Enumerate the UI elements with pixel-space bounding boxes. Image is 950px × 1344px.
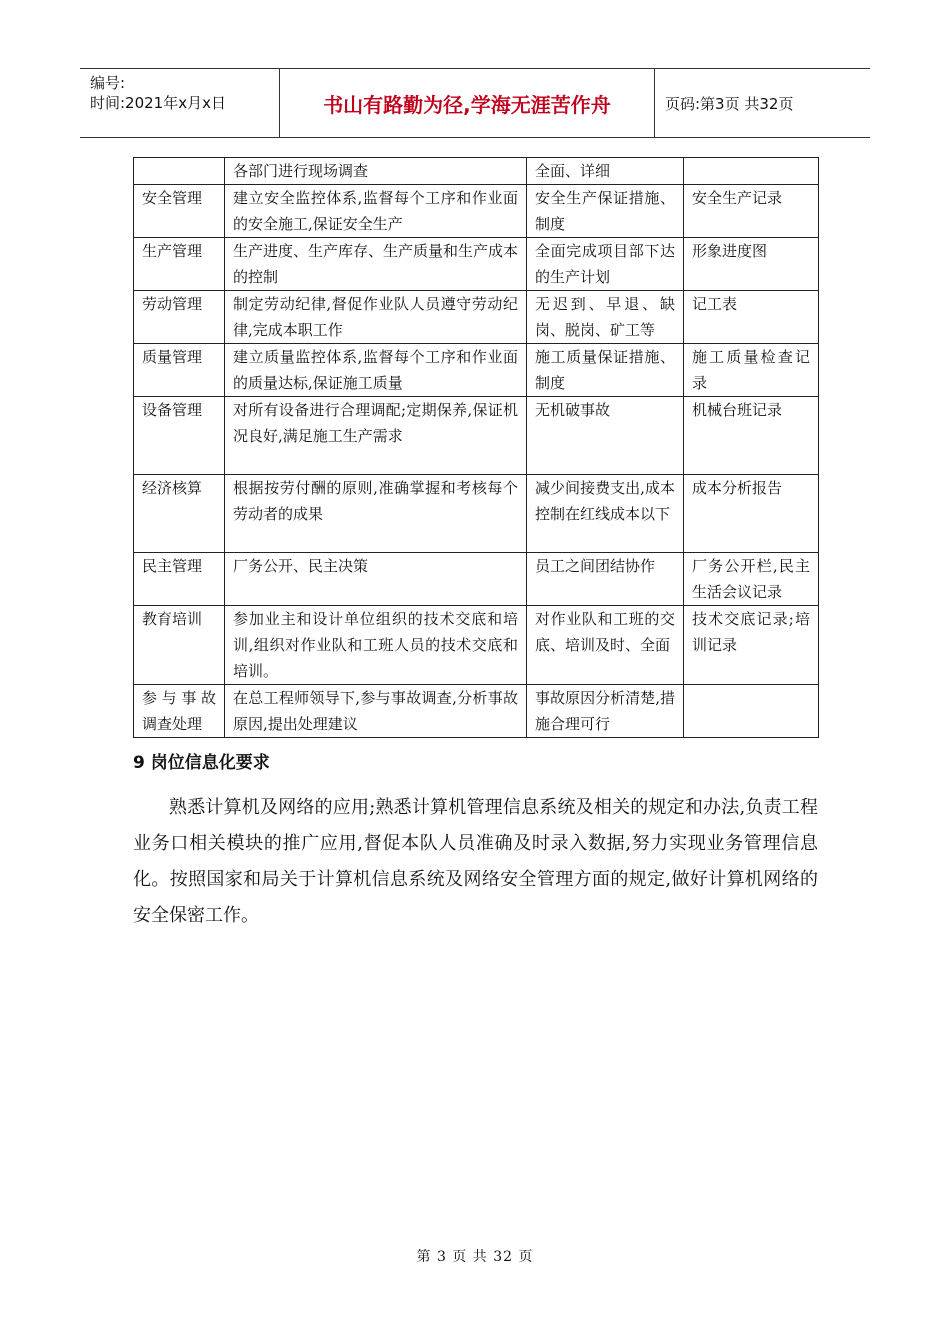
row-responsibility-cell: 在总工程师领导下,参与事故调查,分析事故原因,提出处理建议: [225, 685, 527, 738]
row-responsibility-cell: 制定劳动纪律,督促作业队人员遵守劳动纪律,完成本职工作: [225, 291, 527, 344]
row-category-cell: 质量管理: [134, 344, 225, 397]
row-responsibility-cell: 参加业主和设计单位组织的技术交底和培训,组织对作业队和工班人员的技术交底和培训。: [225, 606, 527, 685]
row-record-cell: 安全生产记录: [684, 185, 819, 238]
row-category-cell: 设备管理: [134, 397, 225, 475]
row-standard-cell: 无机破事故: [527, 397, 684, 475]
header-meta: [80, 69, 280, 137]
page-footer: 第 3 页 共 32 页: [416, 1249, 534, 1265]
row-record-cell: [684, 158, 819, 185]
row-responsibility-cell: 建立安全监控体系,监督每个工序和作业面的安全施工,保证安全生产: [225, 185, 527, 238]
row-record-cell: 成本分析报告: [684, 475, 819, 553]
row-standard-cell: 事故原因分析清楚,措施合理可行: [527, 685, 684, 738]
table-row: [134, 685, 819, 738]
section-paragraph: 熟悉计算机及网络的应用;熟悉计算机管理信息系统及相关的规定和办法,负责工程业务口相关模块的推广应用,督促本队人员准确及时录入数据,努力实现业务管理信息化。按照国家和局关于计算机信息系统及网络安全管理方面的规定,做好计算机网络的安全保密工作。: [133, 797, 818, 926]
table-row: [134, 606, 819, 685]
table-row: [134, 238, 819, 291]
row-category-cell: 劳动管理: [134, 291, 225, 344]
table-row: [134, 397, 819, 475]
row-record-cell: 形象进度图: [684, 238, 819, 291]
row-responsibility-cell: 对所有设备进行合理调配;定期保养,保证机况良好,满足施工生产需求: [225, 397, 527, 475]
row-record-cell: 施工质量检查记录: [684, 344, 819, 397]
row-standard-cell: 全面完成项目部下达的生产计划: [527, 238, 684, 291]
table-row: [134, 553, 819, 606]
row-record-cell: 技术交底记录;培训记录: [684, 606, 819, 685]
row-record-cell: 记工表: [684, 291, 819, 344]
row-standard-cell: 无迟到、早退、缺岗、脱岗、矿工等: [527, 291, 684, 344]
row-category-cell: 安全管理: [134, 185, 225, 238]
duty-table: [133, 157, 819, 738]
row-standard-cell: 减少间接费支出,成本控制在红线成本以下: [527, 475, 684, 553]
row-responsibility-cell: 根据按劳付酬的原则,准确掌握和考核每个劳动者的成果: [225, 475, 527, 553]
row-record-cell: 厂务公开栏,民主生活会议记录: [684, 553, 819, 606]
row-category-cell: [134, 158, 225, 185]
table-row: [134, 291, 819, 344]
row-responsibility-cell: 厂务公开、民主决策: [225, 553, 527, 606]
table-row: [134, 475, 819, 553]
row-category-cell: 参与事故调查处理: [134, 685, 225, 738]
row-category-cell: 生产管理: [134, 238, 225, 291]
header-page-number: 页码:第3页 共32页: [665, 94, 794, 113]
row-responsibility-cell: 各部门进行现场调查: [225, 158, 527, 185]
row-standard-cell: 安全生产保证措施、制度: [527, 185, 684, 238]
document-number-label: 编号:: [90, 74, 126, 92]
row-responsibility-cell: 建立质量监控体系,监督每个工序和作业面的质量达标,保证施工质量: [225, 344, 527, 397]
row-category-cell: 经济核算: [134, 475, 225, 553]
table-row: [134, 185, 819, 238]
row-standard-cell: 施工质量保证措施、制度: [527, 344, 684, 397]
page-header: [80, 68, 870, 138]
row-record-cell: 机械台班记录: [684, 397, 819, 475]
header-motto: 书山有路勤为径,学海无涯苦作舟: [280, 69, 655, 137]
row-record-cell: [684, 685, 819, 738]
duty-table-body: [134, 158, 819, 738]
section-title: 9 岗位信息化要求: [133, 753, 270, 773]
row-standard-cell: 员工之间团结协作: [527, 553, 684, 606]
row-responsibility-cell: 生产进度、生产库存、生产质量和生产成本的控制: [225, 238, 527, 291]
table-row: [134, 158, 819, 185]
row-standard-cell: 全面、详细: [527, 158, 684, 185]
table-row: [134, 344, 819, 397]
document-time-label: 时间:2021年x月x日: [90, 94, 226, 112]
row-category-cell: 教育培训: [134, 606, 225, 685]
row-standard-cell: 对作业队和工班的交底、培训及时、全面: [527, 606, 684, 685]
row-category-cell: 民主管理: [134, 553, 225, 606]
